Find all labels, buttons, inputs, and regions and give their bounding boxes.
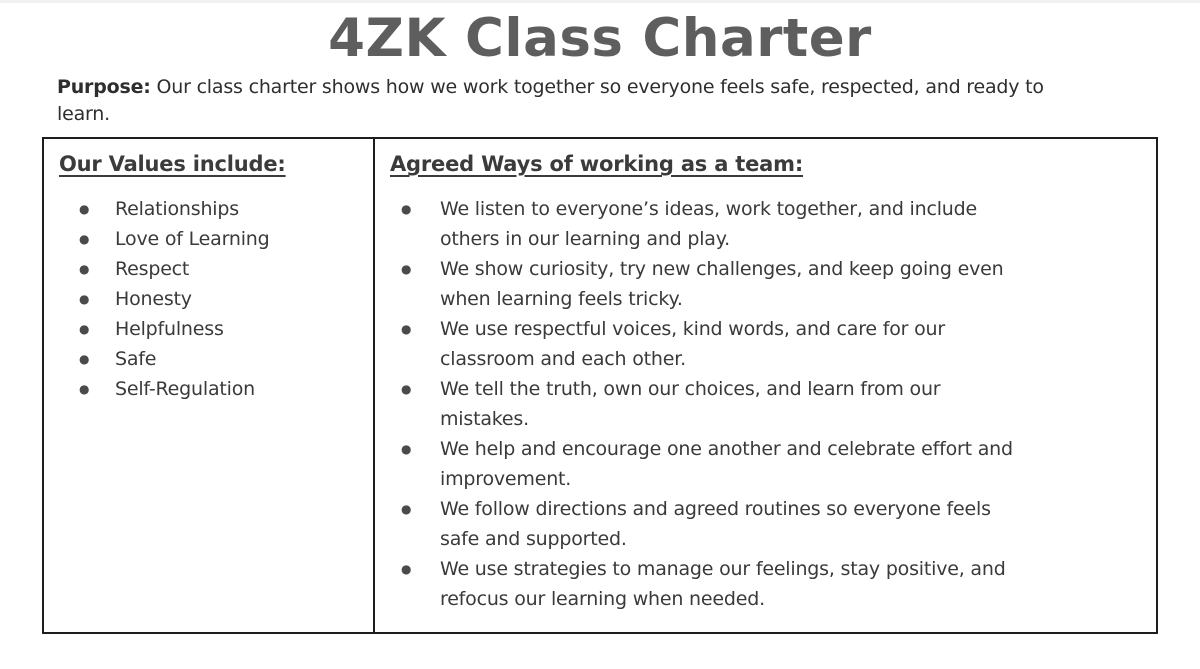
bullet-icon: ● bbox=[79, 352, 90, 366]
list-item bbox=[388, 494, 1146, 554]
way-label: We show curiosity, try new challenges, and keep going even when learning feels tricky. bbox=[440, 258, 1004, 310]
way-label: We follow directions and agreed routines so everyone feels safe and supported. bbox=[440, 498, 991, 550]
bullet-icon: ● bbox=[79, 232, 90, 246]
bullet-icon: ● bbox=[401, 502, 412, 516]
list-item bbox=[57, 224, 363, 254]
bullet-icon: ● bbox=[401, 562, 412, 576]
bullet-icon: ● bbox=[401, 262, 412, 276]
way-label: We listen to everyone’s ideas, work together, and include others in our learning and play. bbox=[440, 198, 977, 250]
value-label: Relationships bbox=[115, 198, 239, 220]
bullet-icon: ● bbox=[79, 382, 90, 396]
list-item bbox=[57, 254, 363, 284]
way-label: We use strategies to manage our feelings, stay positive, and refocus our learning when needed. bbox=[440, 558, 1006, 610]
list-item bbox=[388, 194, 1146, 254]
purpose-text-line2: learn. bbox=[57, 103, 110, 125]
value-label: Safe bbox=[115, 348, 157, 370]
purpose-text-line1: Our class charter shows how we work together so everyone feels safe, respected, and ready to bbox=[156, 76, 1044, 98]
list-item bbox=[388, 554, 1146, 614]
list-item bbox=[57, 374, 363, 404]
ways-header: Agreed Ways of working as a team: bbox=[390, 152, 804, 176]
bullet-icon: ● bbox=[79, 292, 90, 306]
list-item bbox=[57, 314, 363, 344]
list-item bbox=[57, 344, 363, 374]
value-label: Respect bbox=[115, 258, 190, 280]
value-label: Helpfulness bbox=[115, 318, 224, 340]
bullet-icon: ● bbox=[401, 202, 412, 216]
way-label: We use respectful voices, kind words, and care for our classroom and each other. bbox=[440, 318, 945, 370]
purpose-label: Purpose: bbox=[57, 76, 151, 98]
list-item bbox=[388, 314, 1146, 374]
ways-list bbox=[388, 194, 1146, 614]
list-item bbox=[57, 194, 363, 224]
bullet-icon: ● bbox=[79, 262, 90, 276]
value-label: Self-Regulation bbox=[115, 378, 255, 400]
bullet-icon: ● bbox=[401, 322, 412, 336]
list-item bbox=[388, 374, 1146, 434]
way-label: We help and encourage one another and celebrate effort and improvement. bbox=[440, 438, 1013, 490]
value-label: Love of Learning bbox=[115, 228, 270, 250]
bullet-icon: ● bbox=[401, 442, 412, 456]
purpose-paragraph bbox=[57, 74, 1152, 128]
values-column bbox=[44, 139, 375, 632]
list-item bbox=[388, 254, 1146, 314]
charter-table bbox=[42, 137, 1158, 634]
list-item bbox=[57, 284, 363, 314]
values-list bbox=[57, 194, 363, 404]
page-title: 4ZK Class Charter bbox=[328, 8, 872, 69]
values-header: Our Values include: bbox=[59, 152, 286, 176]
list-item bbox=[388, 434, 1146, 494]
bullet-icon: ● bbox=[79, 322, 90, 336]
bullet-icon: ● bbox=[401, 382, 412, 396]
way-label: We tell the truth, own our choices, and learn from our mistakes. bbox=[440, 378, 941, 430]
bullet-icon: ● bbox=[79, 202, 90, 216]
page-top-edge bbox=[0, 0, 1200, 3]
value-label: Honesty bbox=[115, 288, 192, 310]
ways-column bbox=[375, 139, 1156, 632]
